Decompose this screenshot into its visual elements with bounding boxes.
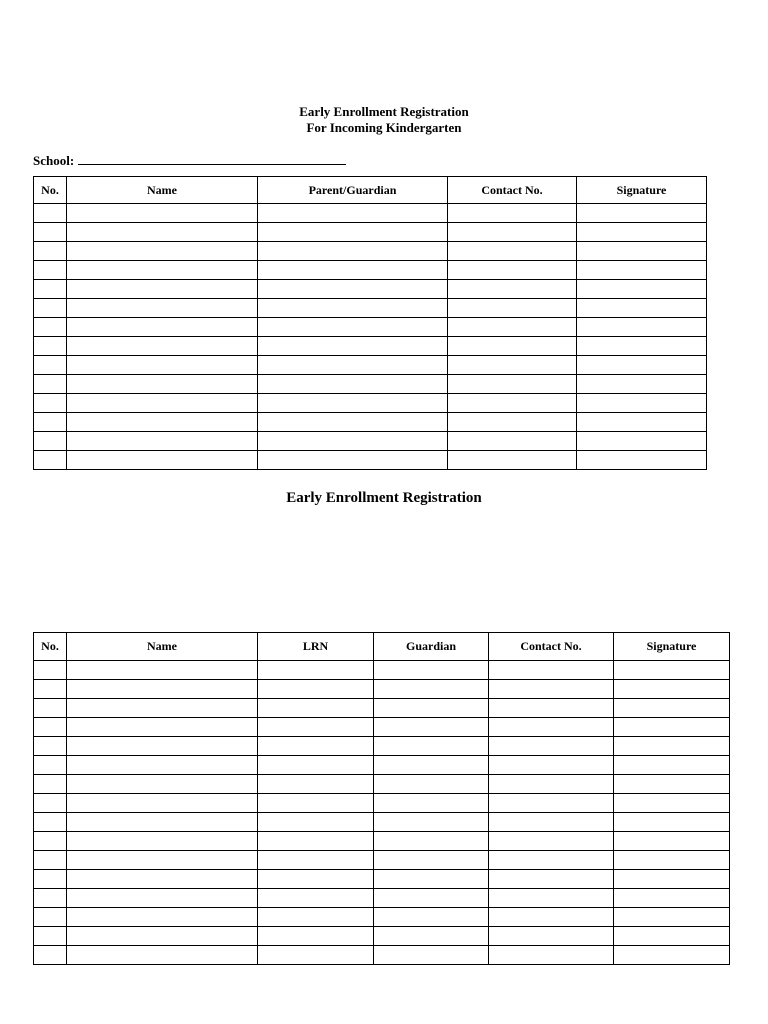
table2-row bbox=[34, 756, 730, 775]
table2-blank-cell[interactable] bbox=[489, 718, 614, 737]
table1-blank-cell[interactable] bbox=[448, 242, 577, 261]
table2-row bbox=[34, 927, 730, 946]
table2-blank-cell[interactable] bbox=[67, 775, 258, 794]
table2-blank-cell[interactable] bbox=[489, 661, 614, 680]
table2-blank-cell[interactable] bbox=[34, 813, 67, 832]
table2-blank-cell[interactable] bbox=[374, 661, 489, 680]
table1-blank-cell[interactable] bbox=[34, 204, 67, 223]
table1-header-name: Name bbox=[67, 177, 258, 204]
table1-blank-cell[interactable] bbox=[448, 223, 577, 242]
table1-header-signature: Signature bbox=[577, 177, 707, 204]
table2-blank-cell[interactable] bbox=[489, 832, 614, 851]
table1-blank-cell[interactable] bbox=[34, 356, 67, 375]
table1-row bbox=[34, 451, 707, 470]
table1-blank-cell[interactable] bbox=[258, 432, 448, 451]
table1-blank-cell[interactable] bbox=[34, 223, 67, 242]
table2-blank-cell[interactable] bbox=[489, 889, 614, 908]
table1-row bbox=[34, 223, 707, 242]
table2-blank-cell[interactable] bbox=[67, 889, 258, 908]
table1-row bbox=[34, 413, 707, 432]
table1-blank-cell[interactable] bbox=[577, 337, 707, 356]
table2-blank-cell[interactable] bbox=[614, 718, 730, 737]
table2-row bbox=[34, 813, 730, 832]
table2-blank-cell[interactable] bbox=[258, 813, 374, 832]
table2-blank-cell[interactable] bbox=[67, 908, 258, 927]
table1-blank-cell[interactable] bbox=[448, 318, 577, 337]
table1-row bbox=[34, 242, 707, 261]
table1-blank-cell[interactable] bbox=[34, 261, 67, 280]
table1-row bbox=[34, 318, 707, 337]
table2-header-lrn: LRN bbox=[258, 633, 374, 661]
table2-blank-cell[interactable] bbox=[374, 718, 489, 737]
table1-blank-cell[interactable] bbox=[258, 356, 448, 375]
table2-blank-cell[interactable] bbox=[374, 889, 489, 908]
table2-blank-cell[interactable] bbox=[614, 908, 730, 927]
table2-blank-cell[interactable] bbox=[67, 851, 258, 870]
table2-blank-cell[interactable] bbox=[67, 832, 258, 851]
table2-header-guardian: Guardian bbox=[374, 633, 489, 661]
table1-header-contact-no: Contact No. bbox=[448, 177, 577, 204]
table2-blank-cell[interactable] bbox=[614, 794, 730, 813]
table2-blank-cell[interactable] bbox=[489, 756, 614, 775]
table2-blank-cell[interactable] bbox=[67, 870, 258, 889]
table2-blank-cell[interactable] bbox=[374, 870, 489, 889]
table2-blank-cell[interactable] bbox=[34, 889, 67, 908]
registration-table-1 bbox=[33, 176, 707, 470]
table1-blank-cell[interactable] bbox=[34, 451, 67, 470]
table2-blank-cell[interactable] bbox=[614, 832, 730, 851]
table2-blank-cell[interactable] bbox=[258, 775, 374, 794]
table1-blank-cell[interactable] bbox=[577, 242, 707, 261]
table1-blank-cell[interactable] bbox=[67, 413, 258, 432]
table1-blank-cell[interactable] bbox=[258, 375, 448, 394]
table2-blank-cell[interactable] bbox=[374, 946, 489, 965]
table2-blank-cell[interactable] bbox=[258, 889, 374, 908]
table2-row bbox=[34, 718, 730, 737]
table2-blank-cell[interactable] bbox=[374, 927, 489, 946]
table2-row bbox=[34, 661, 730, 680]
table2-blank-cell[interactable] bbox=[489, 851, 614, 870]
table1-header-parent-guardian: Parent/Guardian bbox=[258, 177, 448, 204]
table2-blank-cell[interactable] bbox=[258, 832, 374, 851]
table1-blank-cell[interactable] bbox=[448, 375, 577, 394]
table2-blank-cell[interactable] bbox=[614, 661, 730, 680]
table2-blank-cell[interactable] bbox=[34, 756, 67, 775]
form1-title-line1: Early Enrollment Registration bbox=[299, 104, 469, 119]
table2-blank-cell[interactable] bbox=[67, 699, 258, 718]
table2-row bbox=[34, 870, 730, 889]
table1-blank-cell[interactable] bbox=[67, 451, 258, 470]
table1-blank-cell[interactable] bbox=[258, 261, 448, 280]
table2-row bbox=[34, 889, 730, 908]
table1-row bbox=[34, 375, 707, 394]
table1-blank-cell[interactable] bbox=[258, 394, 448, 413]
table2-blank-cell[interactable] bbox=[67, 927, 258, 946]
table2-blank-cell[interactable] bbox=[614, 946, 730, 965]
table2-blank-cell[interactable] bbox=[34, 737, 67, 756]
table2-body bbox=[34, 661, 730, 965]
school-blank-line[interactable] bbox=[78, 152, 346, 165]
table1-blank-cell[interactable] bbox=[448, 261, 577, 280]
table2-blank-cell[interactable] bbox=[258, 927, 374, 946]
table2-blank-cell[interactable] bbox=[258, 699, 374, 718]
table2-blank-cell[interactable] bbox=[67, 718, 258, 737]
table2-row bbox=[34, 699, 730, 718]
table2-header-signature: Signature bbox=[614, 633, 730, 661]
table2-blank-cell[interactable] bbox=[374, 737, 489, 756]
table2-blank-cell[interactable] bbox=[34, 794, 67, 813]
table1-row bbox=[34, 356, 707, 375]
table1-blank-cell[interactable] bbox=[67, 280, 258, 299]
table1-blank-cell[interactable] bbox=[67, 242, 258, 261]
table2-header-row bbox=[34, 633, 730, 661]
table2-blank-cell[interactable] bbox=[34, 661, 67, 680]
table2-row bbox=[34, 908, 730, 927]
table2-blank-cell[interactable] bbox=[34, 851, 67, 870]
table2-blank-cell[interactable] bbox=[258, 851, 374, 870]
table2-blank-cell[interactable] bbox=[34, 775, 67, 794]
table2-blank-cell[interactable] bbox=[489, 699, 614, 718]
table2-row bbox=[34, 832, 730, 851]
table2-blank-cell[interactable] bbox=[258, 661, 374, 680]
table1-blank-cell[interactable] bbox=[448, 280, 577, 299]
table2-blank-cell[interactable] bbox=[614, 699, 730, 718]
table1-blank-cell[interactable] bbox=[34, 299, 67, 318]
table1-blank-cell[interactable] bbox=[34, 375, 67, 394]
table2-blank-cell[interactable] bbox=[258, 908, 374, 927]
table1-blank-cell[interactable] bbox=[577, 451, 707, 470]
table2-blank-cell[interactable] bbox=[614, 927, 730, 946]
table2-blank-cell[interactable] bbox=[34, 927, 67, 946]
table1-blank-cell[interactable] bbox=[67, 261, 258, 280]
school-field bbox=[33, 152, 346, 169]
table1-blank-cell[interactable] bbox=[67, 394, 258, 413]
form2-title: Early Enrollment Registration bbox=[286, 490, 482, 506]
table2-blank-cell[interactable] bbox=[34, 699, 67, 718]
table1-blank-cell[interactable] bbox=[258, 413, 448, 432]
table2-blank-cell[interactable] bbox=[374, 699, 489, 718]
table1-blank-cell[interactable] bbox=[34, 280, 67, 299]
table2-blank-cell[interactable] bbox=[374, 794, 489, 813]
table2-blank-cell[interactable] bbox=[374, 832, 489, 851]
table2-blank-cell[interactable] bbox=[34, 832, 67, 851]
table1-blank-cell[interactable] bbox=[448, 413, 577, 432]
table1-blank-cell[interactable] bbox=[448, 451, 577, 470]
table2-blank-cell[interactable] bbox=[258, 794, 374, 813]
registration-table-2 bbox=[33, 632, 730, 965]
table2-blank-cell[interactable] bbox=[614, 756, 730, 775]
table2-blank-cell[interactable] bbox=[258, 756, 374, 775]
table2-header-contact-no: Contact No. bbox=[489, 633, 614, 661]
table1-blank-cell[interactable] bbox=[67, 299, 258, 318]
table2-blank-cell[interactable] bbox=[374, 851, 489, 870]
table2-blank-cell[interactable] bbox=[489, 680, 614, 699]
table2-blank-cell[interactable] bbox=[614, 775, 730, 794]
table1-row bbox=[34, 432, 707, 451]
school-label: School: bbox=[33, 153, 75, 168]
table2-row bbox=[34, 794, 730, 813]
table2-blank-cell[interactable] bbox=[67, 661, 258, 680]
table1-blank-cell[interactable] bbox=[34, 394, 67, 413]
table1-blank-cell[interactable] bbox=[67, 318, 258, 337]
table2-blank-cell[interactable] bbox=[489, 927, 614, 946]
table1-blank-cell[interactable] bbox=[67, 432, 258, 451]
table2-blank-cell[interactable] bbox=[258, 737, 374, 756]
table2-blank-cell[interactable] bbox=[67, 813, 258, 832]
table1-blank-cell[interactable] bbox=[258, 280, 448, 299]
table1-blank-cell[interactable] bbox=[67, 356, 258, 375]
table1-blank-cell[interactable] bbox=[258, 299, 448, 318]
table1-blank-cell[interactable] bbox=[448, 299, 577, 318]
table1-blank-cell[interactable] bbox=[67, 204, 258, 223]
form1-title-line2: For Incoming Kindergarten bbox=[306, 120, 462, 135]
table2-header-no: No. bbox=[34, 633, 67, 661]
table1-blank-cell[interactable] bbox=[448, 394, 577, 413]
table1-blank-cell[interactable] bbox=[67, 223, 258, 242]
table1-blank-cell[interactable] bbox=[258, 242, 448, 261]
table2-blank-cell[interactable] bbox=[489, 737, 614, 756]
table1-blank-cell[interactable] bbox=[34, 242, 67, 261]
table2-blank-cell[interactable] bbox=[374, 756, 489, 775]
table1-blank-cell[interactable] bbox=[448, 337, 577, 356]
table2-blank-cell[interactable] bbox=[614, 851, 730, 870]
table1-blank-cell[interactable] bbox=[258, 223, 448, 242]
table2-blank-cell[interactable] bbox=[67, 680, 258, 699]
table1-blank-cell[interactable] bbox=[67, 337, 258, 356]
table2-blank-cell[interactable] bbox=[67, 756, 258, 775]
table2-blank-cell[interactable] bbox=[34, 870, 67, 889]
table2-row bbox=[34, 680, 730, 699]
table2-row bbox=[34, 775, 730, 794]
table2-blank-cell[interactable] bbox=[34, 946, 67, 965]
table2-blank-cell[interactable] bbox=[67, 946, 258, 965]
table2-row bbox=[34, 851, 730, 870]
table1-blank-cell[interactable] bbox=[34, 413, 67, 432]
table1-row bbox=[34, 261, 707, 280]
table2-blank-cell[interactable] bbox=[489, 870, 614, 889]
table1-header-row bbox=[34, 177, 707, 204]
table1-blank-cell[interactable] bbox=[258, 337, 448, 356]
table1-blank-cell[interactable] bbox=[34, 337, 67, 356]
table2-blank-cell[interactable] bbox=[489, 794, 614, 813]
table2-blank-cell[interactable] bbox=[258, 680, 374, 699]
table1-blank-cell[interactable] bbox=[577, 375, 707, 394]
table1-row bbox=[34, 280, 707, 299]
table2-blank-cell[interactable] bbox=[258, 946, 374, 965]
table1-blank-cell[interactable] bbox=[34, 432, 67, 451]
table2-blank-cell[interactable] bbox=[258, 870, 374, 889]
table1-blank-cell[interactable] bbox=[258, 204, 448, 223]
table1-header-no: No. bbox=[34, 177, 67, 204]
table2-row bbox=[34, 946, 730, 965]
table2-blank-cell[interactable] bbox=[489, 946, 614, 965]
table2-blank-cell[interactable] bbox=[67, 794, 258, 813]
table1-blank-cell[interactable] bbox=[577, 299, 707, 318]
table2-blank-cell[interactable] bbox=[614, 889, 730, 908]
table1-row bbox=[34, 394, 707, 413]
table1-blank-cell[interactable] bbox=[577, 356, 707, 375]
table2-blank-cell[interactable] bbox=[34, 908, 67, 927]
table2-blank-cell[interactable] bbox=[67, 737, 258, 756]
table2-blank-cell[interactable] bbox=[489, 813, 614, 832]
table2-blank-cell[interactable] bbox=[374, 813, 489, 832]
table2-blank-cell[interactable] bbox=[489, 775, 614, 794]
table2-row bbox=[34, 737, 730, 756]
table2-blank-cell[interactable] bbox=[614, 813, 730, 832]
table1-row bbox=[34, 204, 707, 223]
table1-blank-cell[interactable] bbox=[577, 394, 707, 413]
table1-blank-cell[interactable] bbox=[577, 261, 707, 280]
table2-blank-cell[interactable] bbox=[34, 718, 67, 737]
table1-blank-cell[interactable] bbox=[577, 280, 707, 299]
table2-blank-cell[interactable] bbox=[258, 718, 374, 737]
table1-blank-cell[interactable] bbox=[258, 318, 448, 337]
table1-blank-cell[interactable] bbox=[577, 223, 707, 242]
table1-blank-cell[interactable] bbox=[34, 318, 67, 337]
table1-blank-cell[interactable] bbox=[258, 451, 448, 470]
table1-blank-cell[interactable] bbox=[577, 413, 707, 432]
table2-blank-cell[interactable] bbox=[374, 908, 489, 927]
table2-blank-cell[interactable] bbox=[34, 680, 67, 699]
table1-blank-cell[interactable] bbox=[448, 432, 577, 451]
table1-blank-cell[interactable] bbox=[448, 204, 577, 223]
table1-blank-cell[interactable] bbox=[577, 432, 707, 451]
table2-blank-cell[interactable] bbox=[614, 870, 730, 889]
table1-blank-cell[interactable] bbox=[67, 375, 258, 394]
table1-row bbox=[34, 337, 707, 356]
table1-row bbox=[34, 299, 707, 318]
table2-blank-cell[interactable] bbox=[374, 775, 489, 794]
table1-blank-cell[interactable] bbox=[448, 356, 577, 375]
table2-blank-cell[interactable] bbox=[489, 908, 614, 927]
table2-header-name: Name bbox=[67, 633, 258, 661]
table1-body bbox=[34, 204, 707, 470]
table1-blank-cell[interactable] bbox=[577, 204, 707, 223]
table2-blank-cell[interactable] bbox=[614, 680, 730, 699]
table2-blank-cell[interactable] bbox=[374, 680, 489, 699]
table2-blank-cell[interactable] bbox=[614, 737, 730, 756]
table1-blank-cell[interactable] bbox=[577, 318, 707, 337]
